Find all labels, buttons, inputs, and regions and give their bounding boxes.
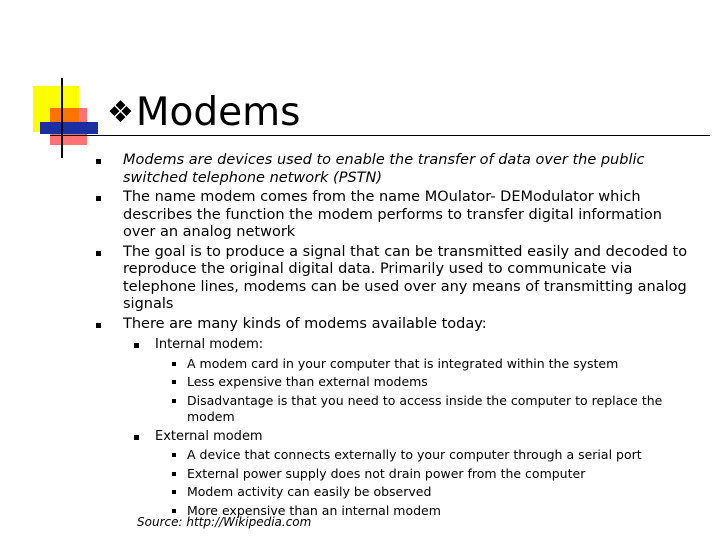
- square-bullet-icon: [172, 362, 176, 366]
- square-bullet-icon: [96, 251, 101, 256]
- square-bullet-icon: [172, 472, 176, 476]
- sub-bullet-text: External modem: [155, 428, 263, 444]
- square-bullet-icon: [134, 435, 139, 440]
- detail-text: Less expensive than external modems: [187, 374, 428, 389]
- square-bullet-icon: [172, 399, 176, 403]
- detail-item: [187, 484, 667, 500]
- square-bullet-icon: [96, 159, 101, 164]
- detail-item: [187, 447, 667, 463]
- sub-bullet-external-modem: [155, 429, 700, 445]
- bullet-item: [123, 244, 698, 314]
- detail-text: A device that connects externally to your computer through a serial port: [187, 447, 642, 462]
- diamond-bullet-icon: ❖: [107, 95, 134, 130]
- detail-text: Disadvantage is that you need to access inside the computer to replace the modem: [187, 392, 663, 424]
- slide-title: [107, 88, 300, 138]
- slide-title-text: Modems: [135, 90, 301, 135]
- bullet-item: [123, 316, 698, 334]
- detail-item: [187, 466, 667, 482]
- square-bullet-icon: [96, 323, 101, 328]
- square-bullet-icon: [134, 343, 139, 348]
- detail-item: [187, 374, 667, 390]
- detail-text: Modem activity can easily be observed: [187, 484, 432, 499]
- square-bullet-icon: [172, 490, 176, 494]
- square-bullet-icon: [172, 380, 176, 384]
- bullet-text: Modems are devices used to enable the transfer of data over the public switched telephone network (PSTN): [123, 152, 645, 186]
- square-bullet-icon: [172, 509, 176, 513]
- bullet-item: [123, 152, 698, 187]
- bullet-text: The name modem comes from the name MOulator- DEModulator which describes the function the modem performs to transfer digital information over an analog network: [123, 189, 662, 240]
- slide-body: [0, 152, 720, 519]
- square-bullet-icon: [172, 453, 176, 457]
- source-citation: Source: http://Wikipedia.com: [137, 515, 312, 529]
- bullet-text: The goal is to produce a signal that can be transmitted easily and decoded to reproduce the original digital data. Primarily used to communicate via telephone lines, modems can be used over any means of transmitting analog signals: [123, 243, 688, 312]
- detail-text: A modem card in your computer that is integrated within the system: [187, 355, 619, 371]
- detail-item: [187, 393, 667, 425]
- title-decoration-vertical-line: [61, 78, 63, 158]
- sub-bullet-text: Internal modem:: [155, 337, 264, 352]
- detail-text: More expensive than an internal modem: [187, 502, 441, 518]
- bullet-text: There are many kinds of modems available today:: [123, 315, 487, 332]
- sub-bullet-internal-modem: [155, 337, 700, 353]
- detail-item: [187, 356, 667, 372]
- detail-text: External power supply does not drain power from the computer: [187, 465, 586, 481]
- square-bullet-icon: [96, 196, 101, 201]
- title-decoration-blue-bar: [40, 122, 98, 134]
- bullet-item: [123, 189, 698, 242]
